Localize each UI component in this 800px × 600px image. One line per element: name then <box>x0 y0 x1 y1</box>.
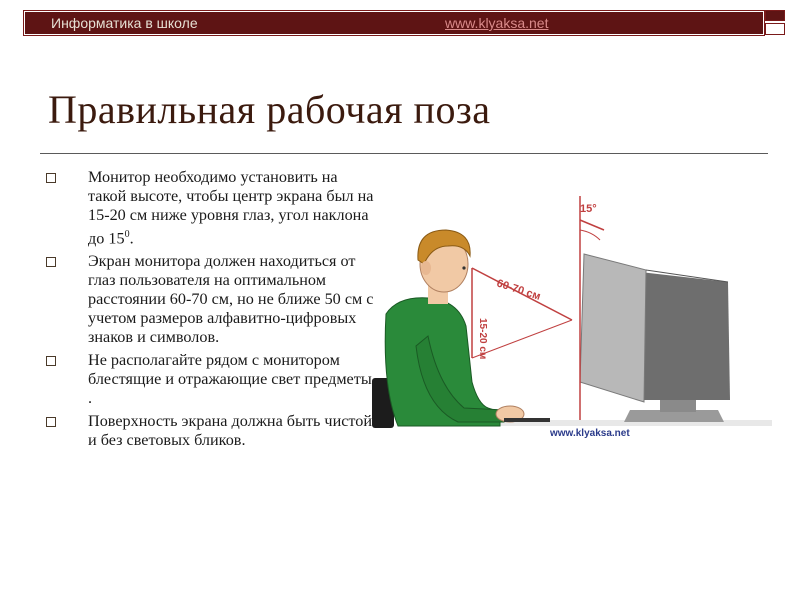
degree-superscript: 0 <box>124 229 130 240</box>
header-bar-fill <box>25 12 763 34</box>
header-bar <box>23 10 765 36</box>
list-item <box>40 168 375 248</box>
person-ear <box>421 261 431 275</box>
header-title: Информатика в школе <box>51 15 198 31</box>
monitor-back <box>636 272 730 400</box>
bullet-square-icon <box>46 173 56 183</box>
distance-label: 60-70 см <box>495 277 543 303</box>
bullet-text: Монитор необходимо установить на такой высоте, чтобы центр экрана был на 15-20 см ниже уровня глаз, угол наклона до 15 <box>88 168 374 248</box>
angle-label: 15° <box>580 203 597 215</box>
bullet-text: Не располагайте рядом с монитором блестящие и отражающие свет предметы . <box>88 351 372 408</box>
illustration-watermark: www.klyaksa.net <box>550 428 630 439</box>
bullet-text: Экран монитора должен находиться от глаз пользователя на оптимальном расстоянии 60-70 см, но не ближе 50 см с учетом размеров алфавитно-цифровых знаков и символов. <box>88 252 374 347</box>
angle-arc <box>580 230 600 240</box>
keyboard <box>504 418 550 422</box>
list-item <box>40 412 375 450</box>
person-eye <box>462 266 465 269</box>
bullet-square-icon <box>46 417 56 427</box>
title-divider <box>40 153 768 154</box>
list-item <box>40 351 375 408</box>
monitor-screen <box>580 254 646 402</box>
header-link[interactable]: www.klyaksa.net <box>445 15 549 31</box>
tilt-guide <box>580 220 604 230</box>
posture-illustration <box>368 186 772 440</box>
list-item <box>40 252 375 347</box>
bullet-square-icon <box>46 356 56 366</box>
height-label: 15-20 см <box>477 318 488 360</box>
bullet-text: Поверхность экрана должна быть чистой и без световых бликов. <box>88 412 373 450</box>
page-title: Правильная рабочая поза <box>48 87 491 132</box>
corner-decoration-top <box>765 10 785 21</box>
bullet-suffix: . <box>129 229 134 248</box>
bullet-square-icon <box>46 257 56 267</box>
bullet-list <box>40 168 375 454</box>
corner-decoration-bottom <box>765 23 785 35</box>
